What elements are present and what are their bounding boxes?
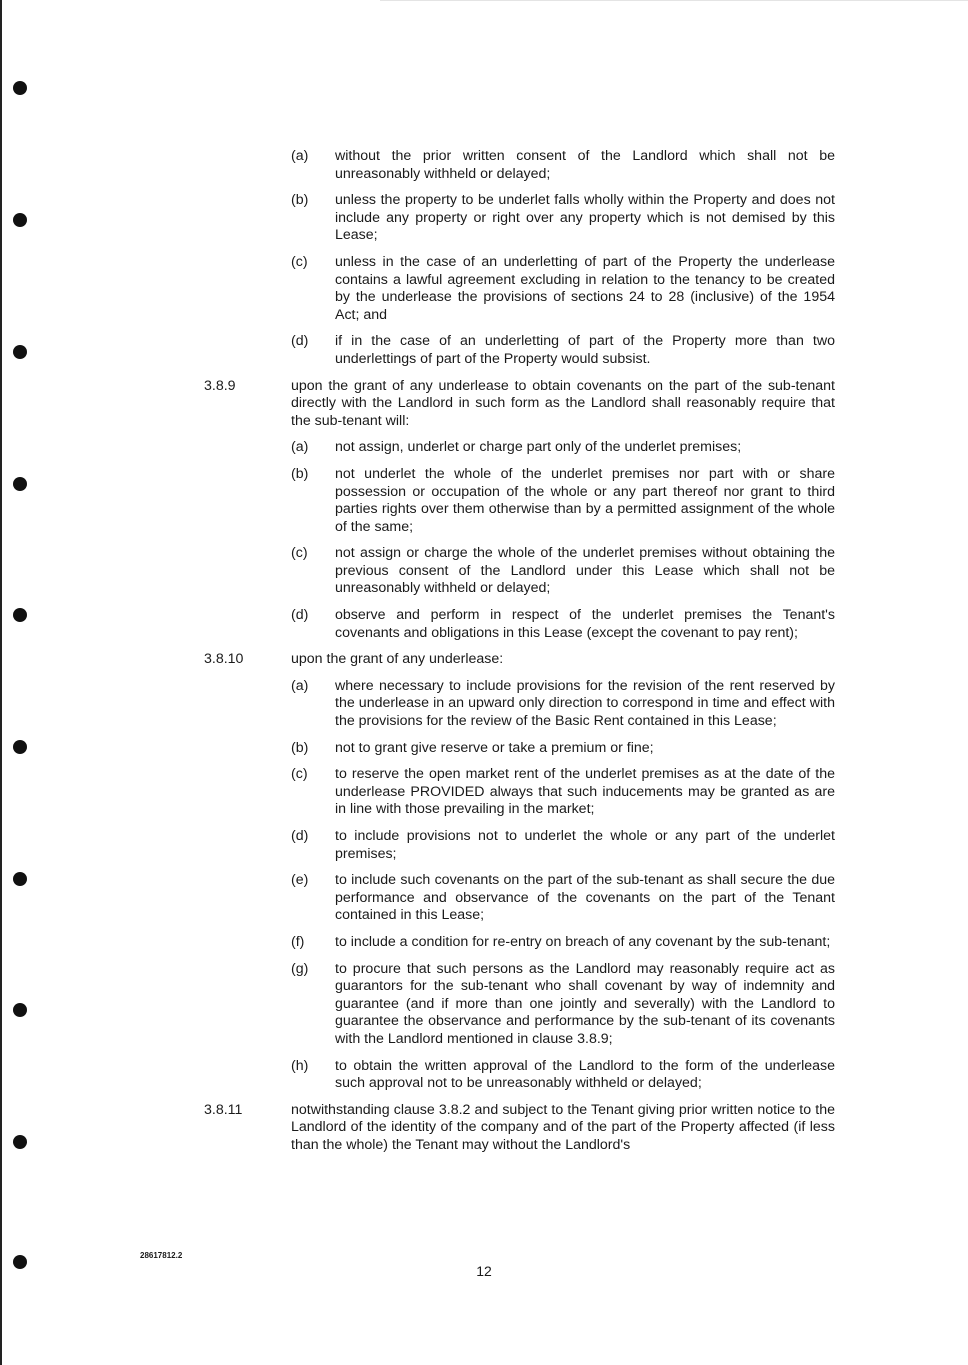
sub-clause — [291, 1058, 835, 1093]
punch-hole-icon — [13, 81, 27, 95]
sub-clause-label: (a) — [291, 439, 309, 456]
sub-clause-label: (c) — [291, 545, 308, 562]
sub-clause-text: to reserve the open market rent of the underlet premises as at the date of the underlease PROVIDED always that such inducements may be granted as are in line with those prevailing in the market; — [335, 766, 835, 818]
sub-clause — [291, 961, 835, 1049]
document-reference: 28617812.2 — [140, 1251, 183, 1260]
clause — [204, 1102, 835, 1155]
sub-clause — [291, 766, 835, 819]
sub-clause-label: (d) — [291, 607, 309, 624]
sub-clause — [291, 439, 835, 457]
page-number: 12 — [476, 1263, 492, 1279]
sub-clause-label: (h) — [291, 1057, 309, 1074]
sub-clause — [291, 333, 835, 368]
sub-clause-label: (g) — [291, 960, 309, 977]
clause-text: notwithstanding clause 3.8.2 and subject to the Tenant giving prior written notice to the Landlord of the identity of the company and of the part of the Property affected (if less than the whole) the Tenant may without the Landlord's — [291, 1101, 835, 1153]
sub-clause-label: (b) — [291, 465, 309, 482]
sub-clause-label: (a) — [291, 677, 309, 694]
sub-clause-text: observe and perform in respect of the underlet premises the Tenant's covenants and obligations in this Lease (except the covenant to pay rent); — [335, 607, 835, 641]
sub-clause — [291, 872, 835, 925]
sub-clause-text: unless the property to be underlet falls wholly within the Property and does not include any property or right over any property which is not demised by this Lease; — [335, 192, 835, 244]
sub-clause-text: to include such covenants on the part of the sub-tenant as shall secure the due performance and observance of the covenants on the part of the Tenant contained in this Lease; — [335, 872, 835, 924]
sub-clause-text: to include a condition for re-entry on breach of any covenant by the sub-tenant; — [335, 933, 831, 950]
sub-clause-text: unless in the case of an underletting of part of the Property the underlease contains a lawful agreement excluding in relation to the tenancy to be created by the underlease the provisions of sections 24 to 28 (inclusive) of the 1954 Act; and — [335, 253, 835, 323]
sub-clause-label: (d) — [291, 333, 309, 350]
sub-clause-text: where necessary to include provisions for the revision of the rent reserved by the underlease in an upward only direction to correspond in time and effect with the provisions for the review of the Basic Rent contained in this Lease; — [335, 677, 835, 730]
top-scan-edge — [380, 0, 968, 1]
sub-clause-text: if in the case of an underletting of part of the Property more than two underlettings of part of the Property would subsist. — [335, 333, 835, 367]
sub-clause-label: (e) — [291, 872, 309, 889]
sub-clause — [291, 466, 835, 536]
clause-text: upon the grant of any underlease: — [291, 651, 504, 668]
sub-clause-label: (d) — [291, 828, 309, 844]
clause-text: upon the grant of any underlease to obtain covenants on the part of the sub-tenant directly with the Landlord in such form as the Landlord shall reasonably require that the sub-tenant will: — [291, 377, 835, 429]
clause-number: 3.8.11 — [204, 1101, 243, 1118]
sub-clause-label: (b) — [291, 192, 309, 209]
sub-clause-text: not assign or charge the whole of the underlet premises without obtaining the previous consent of the Landlord under this Lease which shall not be unreasonably withheld or delayed; — [335, 545, 835, 597]
sub-clause-label: (b) — [291, 739, 309, 756]
sub-clause — [291, 740, 835, 758]
sub-clause-label: (f) — [291, 933, 305, 950]
sub-clause — [291, 678, 835, 731]
sub-clause — [291, 148, 835, 183]
sub-clause-label: (c) — [291, 253, 308, 270]
clause-number: 3.8.9 — [204, 377, 236, 394]
sub-clause-text: without the prior written consent of the Landlord which shall not be unreasonably withheld or delayed; — [335, 148, 835, 182]
sub-clause-label: (a) — [291, 148, 309, 164]
sub-clause-text: not assign, underlet or charge part only of the underlet premises; — [335, 439, 742, 456]
clause — [204, 378, 835, 431]
clause — [204, 651, 835, 669]
sub-clause — [291, 192, 835, 245]
sub-clause — [291, 828, 835, 863]
sub-clause — [291, 254, 835, 324]
document-body — [0, 148, 968, 1164]
sub-clause-text: not to grant give reserve or take a premium or fine; — [335, 739, 654, 756]
sub-clause-text: to obtain the written approval of the Landlord to the form of the underlease such approval not to be unreasonably withheld or delayed; — [335, 1057, 835, 1092]
clause-number: 3.8.10 — [204, 651, 244, 668]
sub-clause-text: to procure that such persons as the Landlord may reasonably require act as guarantors for the sub-tenant who shall covenant by way of indemnity and guarantee (and if more than one jointly and severally) with the Landlord to guarantee the observance and performance by the sub-tenant of its covenants with the Landlord mentioned in clause 3.8.9; — [335, 960, 835, 1047]
sub-clause-text: not underlet the whole of the underlet premises nor part with or share possession or occupation of the whole or any part thereof nor grant to third parties rights over them otherwise than by a permitted assignment of the whole of the same; — [335, 465, 835, 535]
sub-clause — [291, 607, 835, 642]
sub-clause-text: to include provisions not to underlet the whole or any part of the underlet premises; — [335, 828, 835, 862]
sub-clause — [291, 545, 835, 598]
sub-clause-label: (c) — [291, 766, 308, 783]
sub-clause — [291, 934, 835, 952]
